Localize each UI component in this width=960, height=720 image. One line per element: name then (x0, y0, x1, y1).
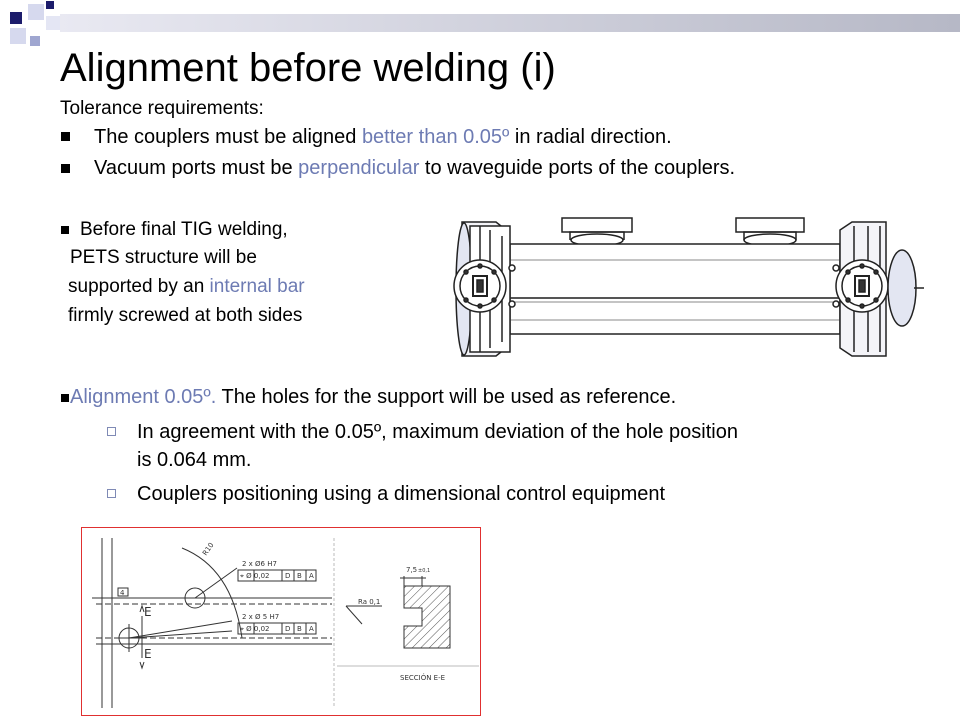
subtitle: Tolerance requirements: (60, 98, 264, 119)
side-note-line-4: firmly screwed at both sides (68, 305, 303, 326)
sub-bullet-marker (107, 489, 116, 498)
technical-drawing (82, 528, 479, 714)
side-note-highlight: internal bar (209, 276, 305, 297)
bullet-2-pre: Vacuum ports must be (94, 157, 299, 179)
side-note-line-1: Before final TIG welding, (80, 219, 288, 240)
hole2-label: 2 x Ø 5 H7 (242, 613, 280, 621)
section-label: SECCIÓN E-E (400, 674, 446, 682)
dim-label: 7,5 (406, 566, 418, 574)
radius-label: R10 (201, 541, 216, 558)
technical-drawing-frame (81, 527, 481, 716)
box-4-label: 4 (120, 589, 125, 597)
bullet-1-highlight: better than 0.05º (361, 126, 510, 148)
tol-sym-1: ⌖ Ø 0,02 (240, 572, 270, 580)
bullet-1 (94, 124, 672, 150)
tol-sym-2: ⌖ Ø 0,02 (240, 625, 270, 633)
datum-d-2: D (285, 625, 291, 633)
bullet-2-highlight: perpendicular (298, 157, 420, 179)
bullet-marker (61, 226, 69, 234)
pets-structure-drawing (440, 200, 930, 370)
side-note-line-3-pre: supported by an (68, 276, 210, 297)
bullet-2-post: to waveguide ports of the couplers. (419, 157, 736, 179)
bullet-1-post: in radial direction. (509, 126, 672, 148)
side-note-line-2: PETS structure will be (70, 247, 257, 268)
bullet-marker (61, 394, 69, 402)
side-note-line-3 (68, 274, 305, 300)
bullet-1-pre: The couplers must be aligned (94, 126, 362, 148)
hole1-label: 2 x Ø6 H7 (242, 560, 277, 568)
section-mark-bottom: E (144, 647, 152, 661)
corner-square-mid (30, 36, 40, 46)
sub-bullet-1-line-2: is 0.064 mm. (137, 449, 252, 471)
bullet-marker (61, 132, 70, 141)
corner-square-light-2 (10, 28, 26, 44)
datum-d-1: D (285, 572, 291, 580)
section-mark-top: E (144, 605, 152, 619)
bullet-2 (94, 155, 735, 181)
corner-square-light-1 (28, 4, 44, 20)
sub-bullet-1-line-1: In agreement with the 0.05º, maximum deviation of the hole position (137, 421, 738, 443)
datum-b-1: B (297, 572, 302, 580)
alignment-highlight: Alignment 0.05º. (70, 386, 217, 408)
alignment-line (70, 384, 676, 410)
datum-a-2: A (309, 625, 314, 633)
alignment-rest: The holes for the support will be used as reference. (216, 386, 677, 408)
dim-tol-label: ±0,1 (418, 568, 431, 574)
corner-square-navy-1 (10, 12, 22, 24)
sub-bullet-marker (107, 427, 116, 436)
datum-b-2: B (297, 625, 302, 633)
roughness-label: Ra 0,1 (358, 598, 381, 606)
corner-square-navy-2 (46, 1, 54, 9)
datum-a-1: A (309, 572, 314, 580)
bullet-marker (61, 164, 70, 173)
corner-square-light-3 (46, 16, 60, 30)
slide-title: Alignment before welding (i) (60, 46, 556, 90)
header-gradient-bar (60, 14, 960, 32)
sub-bullet-2: Couplers positioning using a dimensional control equipment (137, 483, 666, 505)
